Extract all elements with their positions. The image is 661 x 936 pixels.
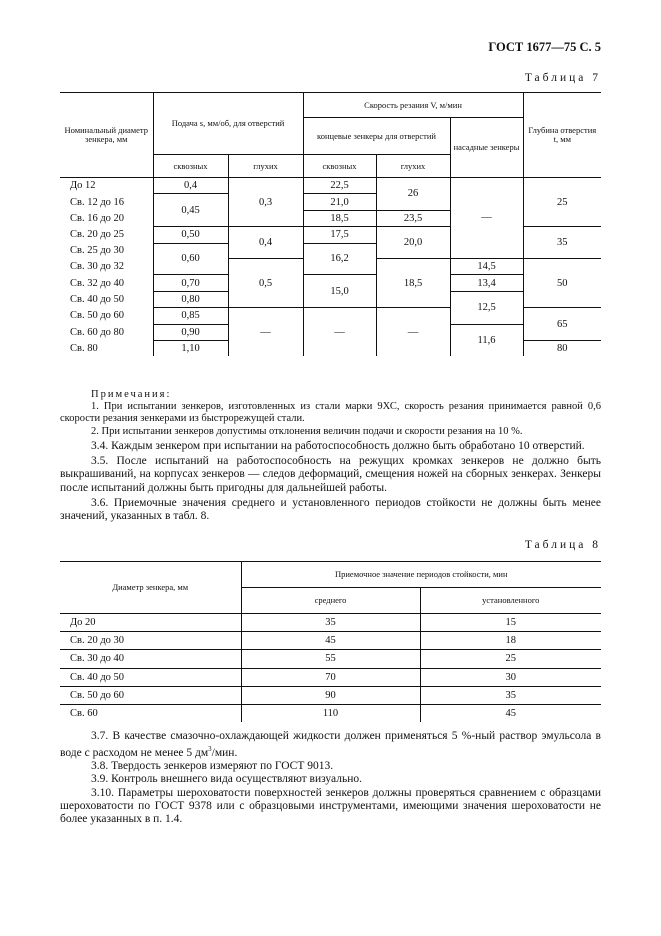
t7-shell: 13,4	[450, 275, 523, 291]
t8-set: 30	[420, 668, 601, 686]
t7-depth: 80	[557, 343, 568, 355]
t7-feed-blind: 0,3	[228, 178, 303, 227]
page-header: ГОСТ 1677—75 С. 5	[488, 40, 601, 54]
t8-header-set: установленного	[420, 588, 601, 614]
t8-header-diameter: Диаметр зенкера, мм	[60, 562, 241, 614]
t7-speed-through: 18,5	[303, 210, 376, 226]
t8-set: 45	[505, 708, 516, 720]
t8-diameter: Св. 60	[60, 704, 241, 722]
t7-diameter: Св. 30 до 32	[60, 258, 153, 274]
t7-feed-through: 0,45	[153, 194, 228, 227]
table-8	[60, 561, 601, 722]
t8-mean: 35	[241, 614, 420, 632]
t7-diameter: Св. 32 до 40	[60, 275, 153, 291]
t8-set: 35	[420, 686, 601, 704]
t7-header-speed-through: сквозных	[303, 155, 376, 178]
t7-diameter: Св. 20 до 25	[60, 227, 153, 243]
note-1: 1. При испытании зенкеров, изготовленных из стали марки 9ХС, скорость резания принимается равной 0,6 скорости резания зенкерами из быстрорежущей стали.	[60, 401, 601, 425]
paragraph-3-6: 3.6. Приемочные значения среднего и установленного периодов стойкости не должны быть менее значений, указанных в табл. 8.	[60, 496, 601, 523]
t8-mean: 70	[241, 668, 420, 686]
t8-mean: 55	[241, 650, 420, 668]
table-row	[60, 632, 601, 650]
paragraph-3-7	[60, 730, 601, 760]
t7-header-end-mills: концевые зенкеры для отверстий	[303, 118, 450, 155]
table-7-label: Таблица 7	[524, 72, 601, 84]
t7-header-speed-blind: глухих	[376, 155, 450, 178]
t7-header-feed-blind: глухих	[228, 155, 303, 178]
table-row	[60, 704, 601, 722]
t7-speed-through: 17,5	[303, 227, 376, 243]
t7-speed-blind: —	[376, 308, 450, 357]
t7-speed-through: —	[303, 308, 376, 357]
paragraphs-3-4-to-3-6	[60, 440, 601, 523]
t7-depth: 50	[523, 258, 601, 307]
t7-diameter: До 12	[60, 178, 153, 194]
t7-feed-through: 0,50	[153, 227, 228, 243]
t7-feed-blind: 0,5	[228, 258, 303, 307]
t7-diameter: Св. 16 до 20	[60, 210, 153, 226]
t8-mean: 110	[241, 704, 420, 722]
table-7	[60, 92, 601, 356]
t7-depth: 25	[523, 178, 601, 227]
t7-header-feed-through: сквозных	[153, 155, 228, 178]
t7-shell: 11,6	[450, 324, 523, 356]
table-row	[60, 614, 601, 632]
t8-set: 25	[420, 650, 601, 668]
paragraph-3-4: 3.4. Каждым зенкером при испытании на работоспособность должно быть обработано 10 отверстий.	[91, 440, 585, 452]
table-row	[60, 650, 601, 668]
notes-block	[60, 389, 601, 438]
table-row	[60, 686, 601, 704]
t7-diameter: Св. 80	[60, 340, 153, 356]
table-row	[60, 178, 601, 194]
note-2: 2. При испытании зенкеров допустимы отклонения величин подачи и скорости резания на 10 %.	[91, 425, 523, 437]
paragraphs-3-7-to-3-10	[60, 730, 601, 826]
t8-mean: 90	[241, 686, 420, 704]
t7-feed-through: 0,90	[153, 324, 228, 340]
t7-shell: —	[450, 178, 523, 259]
t7-feed-through: 0,60	[153, 243, 228, 275]
t8-diameter: Св. 50 до 60	[60, 686, 241, 704]
paragraph-3-7-text: 3.7. В качестве смазочно-охлаждающей жидкости должен применяться 5 %-ный раствор эмульсола в воде с расходом не менее 5 дм	[60, 730, 601, 760]
t7-feed-through: 0,4	[153, 178, 228, 194]
t8-header-life: Приемочное значение периодов стойкости, мин	[241, 562, 601, 588]
t7-depth: 35	[523, 227, 601, 259]
t7-header-diameter: Номинальный диаметр зенкера, мм	[60, 93, 153, 178]
t7-speed-blind: 26	[376, 178, 450, 211]
t7-feed-blind: —	[228, 308, 303, 357]
table-row	[60, 275, 601, 291]
t8-set: 15	[420, 614, 601, 632]
t7-diameter: Св. 25 до 30	[60, 243, 153, 258]
paragraph-3-8: 3.8. Твердость зенкеров измеряют по ГОСТ 9013.	[91, 760, 334, 773]
t7-speed-through: 22,5	[303, 178, 376, 194]
t7-header-shell: насадные зенкеры	[450, 118, 523, 178]
paragraph-3-9: 3.9. Контроль внешнего вида осуществляют визуально.	[91, 773, 362, 786]
t7-header-speed: Скорость резания V, м/мин	[303, 93, 523, 118]
t7-speed-blind: 20,0	[376, 227, 450, 259]
t7-header-feed: Подача s, мм/об, для отверстий	[153, 93, 303, 155]
paragraph-3-7-tail: /мин.	[211, 747, 238, 760]
paragraph-3-5: 3.5. После испытаний на работоспособность на режущих кромках зенкеров не должно быть выкрашиваний, на корпусах зенкеров — следов деформаций, смещения ножей на сборных зенкерах. Зенкеры после испытаний должны быть пригодны для дальнейшей работы.	[60, 455, 601, 494]
notes-title: Примечания:	[91, 389, 172, 400]
t7-feed-through: 0,70	[153, 275, 228, 291]
t8-header-mean: среднего	[241, 588, 420, 614]
table-row	[60, 668, 601, 686]
t8-diameter: До 20	[60, 614, 241, 632]
t7-diameter: Св. 12 до 16	[60, 194, 153, 210]
t7-speed-through: 15,0	[303, 275, 376, 308]
t8-set: 18	[420, 632, 601, 650]
t7-diameter: Св. 60 до 80	[60, 324, 153, 340]
t7-diameter: Св. 40 до 50	[60, 291, 153, 307]
paragraph-3-7-superscript: 3	[208, 745, 212, 754]
t7-diameter: Св. 50 до 60	[60, 308, 153, 324]
t8-mean: 45	[241, 632, 420, 650]
t7-feed-through: 1,10	[153, 340, 228, 356]
t8-diameter: Св. 40 до 50	[60, 668, 241, 686]
t7-depth: 65	[523, 308, 601, 341]
t7-shell: 12,5	[450, 291, 523, 324]
t7-feed-blind: 0,4	[228, 227, 303, 259]
t7-feed-through: 0,85	[153, 308, 228, 324]
table-8-label: Таблица 8	[524, 539, 601, 551]
t7-header-depth: Глубина отверстия t, мм	[523, 93, 601, 178]
t7-speed-blind: 18,5	[376, 258, 450, 307]
t7-shell: 14,5	[450, 258, 523, 274]
t8-diameter: Св. 30 до 40	[60, 650, 241, 668]
t8-diameter: Св. 20 до 30	[60, 632, 241, 650]
t7-speed-through: 16,2	[303, 243, 376, 275]
t7-feed-through: 0,80	[153, 291, 228, 307]
t7-speed-blind: 23,5	[376, 210, 450, 226]
paragraph-3-10: 3.10. Параметры шероховатости поверхностей зенкеров должны проверяться сравнением с образцами шероховатости по ГОСТ 9378 или с образцовыми инструментами, имеющими значения шероховатости не более указанных в п. 1.4.	[60, 786, 601, 826]
t7-speed-through: 21,0	[303, 194, 376, 210]
